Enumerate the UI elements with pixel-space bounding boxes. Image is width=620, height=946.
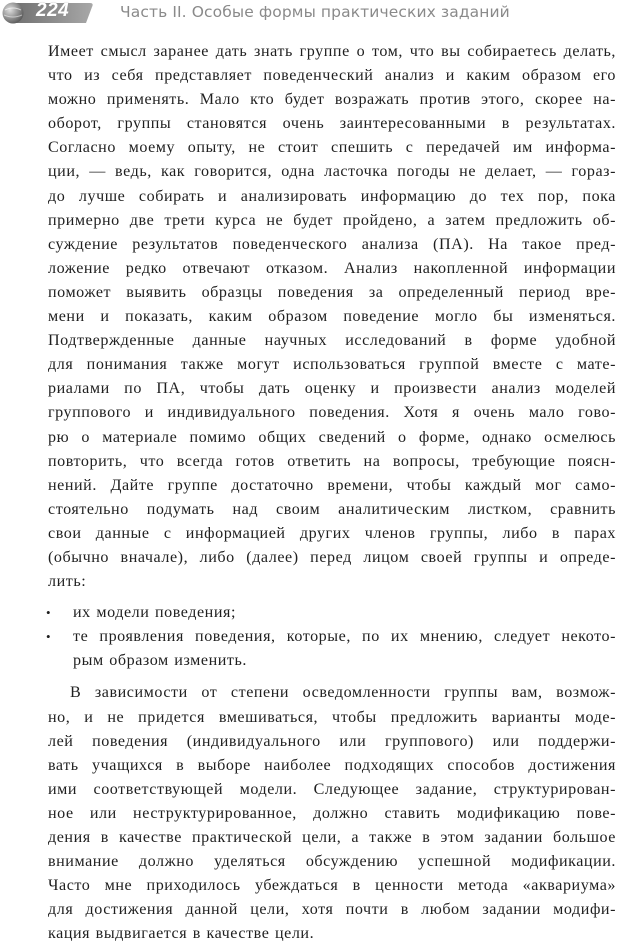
text-line: внимание должно уделяться обсуждению успешной модификации. <box>48 853 616 871</box>
text-line: (обычно вначале), либо (далее) перед лицом своей группы и опреде- <box>48 548 616 566</box>
paragraph-1 <box>48 40 616 594</box>
text-line: лить: <box>48 573 87 591</box>
bullet-icon: • <box>46 605 51 621</box>
list-item <box>48 601 616 625</box>
text-line: примерно две трети курса не будет пройдено, а затем предложить об- <box>48 211 616 229</box>
text-line: ное или неструктурированное, должно ставить модификацию пове- <box>48 804 616 822</box>
text-line: но, и не придется вмешиваться, чтобы предложить варианты моде- <box>48 708 616 726</box>
list-item <box>48 625 616 673</box>
paragraph-2 <box>48 681 616 946</box>
text-line: Имеет смысл заранее дать знать группе о том, что вы собираетесь делать, <box>48 43 616 60</box>
text-line: те проявления поведения, которые, по их мнению, следует некото- <box>73 628 616 646</box>
text-line: что из себя представляет поведенческий анализ и каким образом его <box>48 67 616 85</box>
text-line: повторить, что всегда готов ответить на вопросы, требующие поясн- <box>48 452 616 470</box>
body-text <box>48 40 616 946</box>
bullet-icon: • <box>46 629 51 645</box>
page-number: 224 <box>36 0 70 21</box>
text-line: ции, — ведь, как говорится, одна ласточка погоды не делает, — гораз- <box>48 163 616 181</box>
text-line: нений. Дайте группе достаточно времени, чтобы каждый мог само- <box>48 476 616 494</box>
text-line: дения в качестве практической цели, а также в этом задании большое <box>48 829 616 846</box>
text-line: лей поведения (индивидуального или группового) или поддержи- <box>48 732 616 750</box>
text-line: можно применять. Мало кто будет возражать против этого, скорее на- <box>48 91 616 109</box>
running-title: Часть II. Особые формы практических заданий <box>120 3 510 21</box>
text-line: Подтвержденные данные научных исследований в форме удобной <box>48 332 616 350</box>
text-line: оборот, группы становятся очень заинтересованными в результатах. <box>48 115 616 133</box>
text-line: поможет выявить образцы поведения за определенный период вре- <box>48 283 616 301</box>
text-line: кация выдвигается в качестве цели. <box>48 925 315 943</box>
text-line: риалами по ПА, чтобы дать оценку и произвести анализ моделей <box>48 380 616 398</box>
text-line: рым образом изменить. <box>73 652 247 670</box>
text-line: ложение редко отвечают отказом. Анализ накопленной информации <box>48 259 616 277</box>
text-line: стоятельно подумать над своим аналитическим листком, сравнить <box>48 500 616 518</box>
text-line: группового и индивидуального поведения. Хотя я очень мало гово- <box>48 404 616 422</box>
text-line: В зависимости от степени осведомленности группы вам, возмож- <box>70 684 616 702</box>
text-line: вать учащихся в выборе наиболее подходящих способов достижения <box>48 756 616 774</box>
bullet-list <box>48 601 616 673</box>
text-line: Согласно моему опыту, не стоит спешить с передачей им информа- <box>48 139 616 157</box>
text-line: их модели поведения; <box>73 604 236 622</box>
text-line: суждение результатов поведенческого анализа (ПА). На такое пред- <box>48 235 616 253</box>
text-line: до лучше собирать и анализировать информацию до тех пор, пока <box>48 187 616 205</box>
text-line: свои данные с информацией других членов группы, либо в парах <box>48 524 616 542</box>
text-line: рю о материале помимо общих сведений о форме, однако осмелюсь <box>48 428 616 446</box>
text-line: Часто мне приходилось убеждаться в ценности метода «аквариума» <box>48 877 616 895</box>
text-line: мени и показать, каким образом поведение могло бы изменяться. <box>48 308 616 326</box>
text-line: для понимания также могут использоваться группой вместе с мате- <box>48 356 616 374</box>
page-header <box>0 0 620 28</box>
text-line: ими соответствующей модели. Следующее задание, структурирован- <box>48 780 616 798</box>
text-line: для достижения данной цели, хотя почти в любом задании модифи- <box>48 901 616 919</box>
